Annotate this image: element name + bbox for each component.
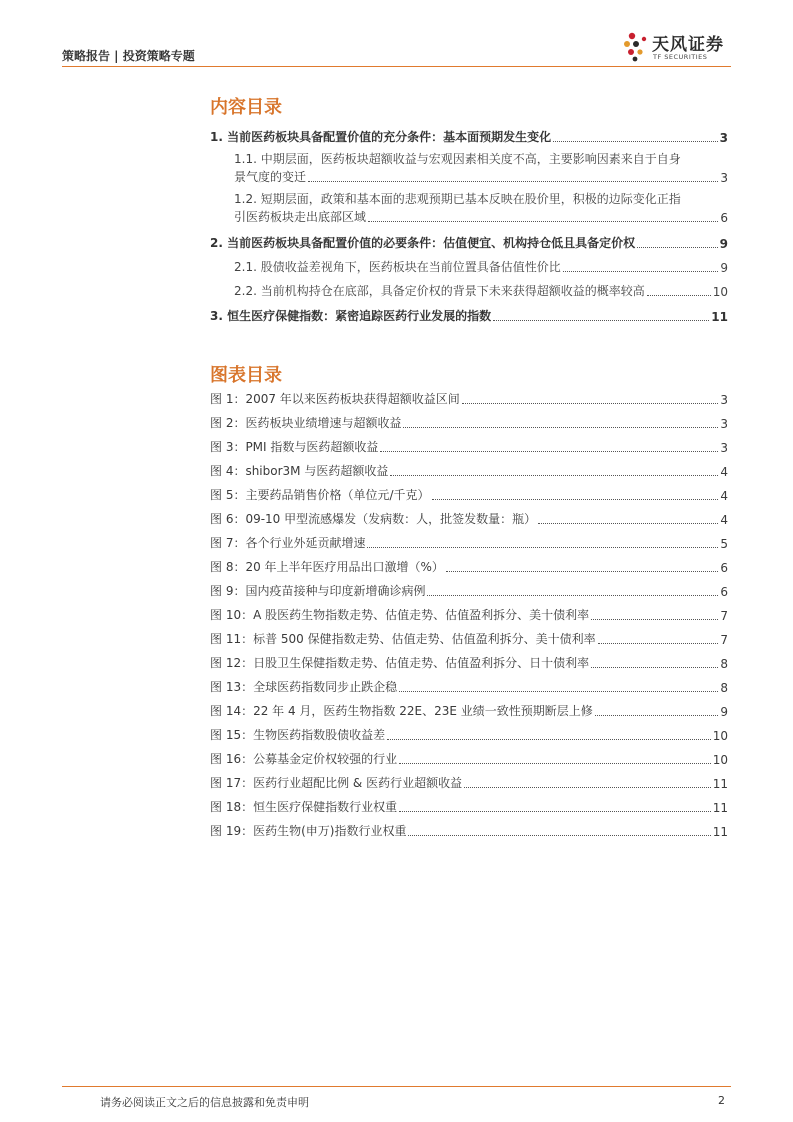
figure-item-17[interactable]: 图 17：医药行业超配比例 & 医药行业超额收益 11 <box>210 776 728 791</box>
toc-item-2[interactable]: 2. 当前医药板块具备配置价值的必要条件：估值便宜、机构持仓低且具备定价权 9 <box>210 236 728 251</box>
toc-item-1-1[interactable]: 1.1. 中期层面，医药板块超额收益与宏观因素相关度不高，主要影响因素来自于自身 <box>234 152 681 166</box>
page-number: 2 <box>718 1094 725 1107</box>
figure-item-7[interactable]: 图 7：各个行业外延贡献增速 5 <box>210 536 728 551</box>
figure-item-2[interactable]: 图 2：医药板块业绩增速与超额收益 3 <box>210 416 728 431</box>
toc-item-2-2[interactable]: 2.2. 当前机构持仓在底部，具备定价权的背景下未来获得超额收益的概率较高 10 <box>234 284 728 299</box>
figure-item-18[interactable]: 图 18：恒生医疗保健指数行业权重 11 <box>210 800 728 815</box>
toc-item-1[interactable]: 1. 当前医药板块具备配置价值的充分条件：基本面预期发生变化 3 <box>210 130 728 145</box>
figure-item-19[interactable]: 图 19：医药生物(申万)指数行业权重 11 <box>210 824 728 839</box>
toc-item-1-1-cont[interactable]: 景气度的变迁 3 <box>234 170 728 185</box>
figure-item-8[interactable]: 图 8：20 年上半年医疗用品出口激增（%） 6 <box>210 560 728 575</box>
figure-item-14[interactable]: 图 14：22 年 4 月，医药生物指数 22E、23E 业绩一致性预期断层上修 9 <box>210 704 728 719</box>
toc-title: 内容目录 <box>210 97 282 118</box>
footer-disclaimer: 请务必阅读正文之后的信息披露和免责申明 <box>100 1096 309 1109</box>
toc-item-3[interactable]: 3. 恒生医疗保健指数：紧密追踪医药行业发展的指数 11 <box>210 309 728 324</box>
figure-item-6[interactable]: 图 6：09-10 甲型流感爆发（发病数：人，批签发数量：瓶） 4 <box>210 512 728 527</box>
figure-item-15[interactable]: 图 15：生物医药指数股债收益差 10 <box>210 728 728 743</box>
logo-name-en: TF SECURITIES <box>653 53 708 61</box>
toc-item-1-2-cont[interactable]: 引医药板块走出底部区域 6 <box>234 210 728 225</box>
header-divider <box>62 66 731 67</box>
report-type-label: 策略报告 | 投资策略专题 <box>62 49 195 63</box>
figure-item-12[interactable]: 图 12：日股卫生保健指数走势、估值走势、估值盈利拆分、日十债利率 8 <box>210 656 728 671</box>
logo-name-cn: 天风证券 <box>652 35 724 55</box>
figure-item-9[interactable]: 图 9：国内疫苗接种与印度新增确诊病例 6 <box>210 584 728 599</box>
toc-list <box>210 124 728 324</box>
toc-item-1-2[interactable]: 1.2. 短期层面，政策和基本面的悲观预期已基本反映在股价里，积极的边际变化正指 <box>234 192 681 206</box>
figure-item-4[interactable]: 图 4：shibor3M 与医药超额收益 4 <box>210 464 728 479</box>
figure-item-10[interactable]: 图 10：A 股医药生物指数走势、估值走势、估值盈利拆分、美十债利率 7 <box>210 608 728 623</box>
figure-item-1[interactable]: 图 1：2007 年以来医药板块获得超额收益区间 3 <box>210 392 728 407</box>
figure-item-11[interactable]: 图 11：标普 500 保健指数走势、估值走势、估值盈利拆分、美十债利率 7 <box>210 632 728 647</box>
figure-item-13[interactable]: 图 13：全球医药指数同步止跌企稳 8 <box>210 680 728 695</box>
figure-item-5[interactable]: 图 5：主要药品销售价格（单位元/千克） 4 <box>210 488 728 503</box>
figure-item-16[interactable]: 图 16：公募基金定价权较强的行业 10 <box>210 752 728 767</box>
figures-title: 图表目录 <box>210 365 282 386</box>
toc-item-2-1[interactable]: 2.1. 股债收益差视角下，医药板块在当前位置具备估值性价比 9 <box>234 260 728 275</box>
footer-divider <box>62 1086 731 1087</box>
figure-item-3[interactable]: 图 3：PMI 指数与医药超额收益 3 <box>210 440 728 455</box>
